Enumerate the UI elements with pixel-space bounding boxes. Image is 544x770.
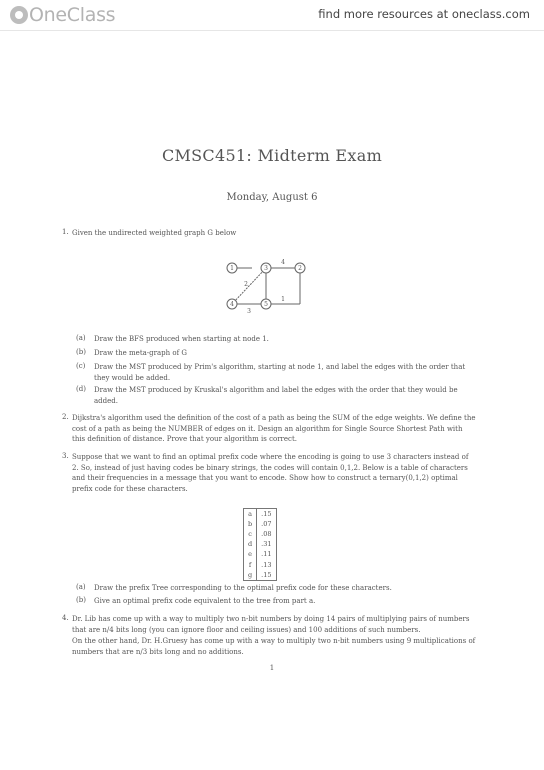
table-row bbox=[244, 529, 277, 539]
graph-node-label: 5 bbox=[264, 301, 268, 308]
q1b-text: Draw the meta-graph of G bbox=[94, 349, 188, 357]
document-page bbox=[0, 30, 544, 770]
oneclass-logo[interactable] bbox=[10, 4, 115, 26]
q3b-label: (b) bbox=[76, 596, 86, 604]
table-cell-symbol: d bbox=[244, 539, 257, 549]
table-row bbox=[244, 559, 277, 569]
table-cell-frequency: .31 bbox=[261, 540, 272, 549]
table-cell-frequency: .11 bbox=[261, 550, 272, 559]
graph-edge-label: 1 bbox=[281, 296, 285, 303]
table-row bbox=[244, 549, 277, 559]
q1-intro: Given the undirected weighted graph G below bbox=[72, 229, 237, 237]
table-row bbox=[244, 539, 277, 549]
table-cell-symbol: g bbox=[244, 570, 257, 581]
q1c-label: (c) bbox=[76, 362, 86, 370]
q1a-label: (a) bbox=[76, 334, 86, 342]
q4-paragraph-2: On the other hand, Dr. H.Gruesy has come up with a way to multiply two n-bit numbers using 9 multiplications of numbers that are n/3 bits long and no additions. bbox=[72, 637, 476, 656]
q3b-text: Give an optimal prefix code equivalent to the tree from part a. bbox=[94, 597, 316, 605]
frequency-table bbox=[243, 508, 277, 581]
q3-number: 3. bbox=[62, 452, 69, 460]
table-cell-symbol: e bbox=[244, 549, 257, 559]
page-number: 1 bbox=[269, 664, 275, 672]
q3a-label: (a) bbox=[76, 583, 86, 591]
table-row bbox=[244, 570, 277, 581]
site-header bbox=[0, 0, 544, 31]
graph-figure bbox=[216, 254, 316, 318]
table-cell-frequency: .13 bbox=[261, 560, 272, 569]
graph-node-label: 1 bbox=[230, 265, 234, 272]
exam-date: Monday, August 6 bbox=[226, 192, 318, 203]
q1c-text: Draw the MST produced by Prim's algorithm, starting at node 1, and label the edges with the order that they would be added. bbox=[94, 363, 466, 382]
logo-text: OneClass bbox=[29, 4, 116, 26]
q1-number: 1. bbox=[62, 228, 69, 236]
graph-node-label: 4 bbox=[230, 301, 234, 308]
q1b-label: (b) bbox=[76, 348, 86, 356]
graph-edge-label: 3 bbox=[247, 308, 251, 315]
table-cell-frequency: .08 bbox=[261, 530, 272, 539]
graph-node-label: 3 bbox=[264, 265, 268, 272]
q2-number: 2. bbox=[62, 413, 69, 421]
q4-paragraph-1: Dr. Lib has come up with a way to multiply two n-bit numbers by doing 14 pairs of multiplying pairs of numbers that are n/4 bits long (you can ignore floor and ceiling issues) and 100 additions of such numbers. bbox=[72, 615, 470, 634]
page-title: CMSC451: Midterm Exam bbox=[161, 146, 383, 165]
table-cell-symbol: c bbox=[244, 529, 257, 539]
graph-edge-label: 2 bbox=[244, 281, 248, 288]
table-cell-frequency: .07 bbox=[261, 520, 272, 529]
table-cell-symbol: f bbox=[244, 559, 257, 569]
table-row bbox=[244, 519, 277, 529]
table-row bbox=[244, 509, 277, 520]
logo-circle-icon bbox=[10, 6, 28, 24]
q2-text: Dijkstra's algorithm used the definition of the cost of a path as being the SUM of the edge weights. We define the cost of a path as being the NUMBER of edges on it. Design an algorithm for Single Source Shortest Path with this definition of distance. Prove that your algorithm is correct. bbox=[72, 414, 476, 444]
table-cell-symbol: b bbox=[244, 519, 257, 529]
graph-node-label: 2 bbox=[298, 265, 302, 272]
table-cell-frequency: .15 bbox=[261, 570, 272, 579]
q3a-text: Draw the prefix Tree corresponding to the optimal prefix code for these characters. bbox=[94, 584, 392, 592]
q3-text: Suppose that we want to find an optimal prefix code where the encoding is going to use 3 characters instead of 2. So, instead of just having codes be binary strings, the codes will contain 0,1,2. Below is a table of characters and their frequencies in a message that you want to encode. Show how to construct a ternary(0,1,2) optimal prefix code for these characters. bbox=[72, 453, 469, 493]
q1a-text: Draw the BFS produced when starting at node 1. bbox=[94, 335, 269, 343]
table-cell-symbol: a bbox=[244, 509, 257, 520]
table-cell-frequency: .15 bbox=[261, 510, 272, 519]
q4-number: 4. bbox=[62, 614, 69, 622]
resources-link[interactable]: find more resources at oneclass.com bbox=[318, 7, 530, 21]
q1d-text: Draw the MST produced by Kruskal's algorithm and label the edges with the order that they would be added. bbox=[94, 386, 458, 405]
q1d-label: (d) bbox=[76, 385, 86, 393]
graph-edge bbox=[232, 268, 266, 304]
graph-edge-label: 4 bbox=[281, 259, 285, 266]
